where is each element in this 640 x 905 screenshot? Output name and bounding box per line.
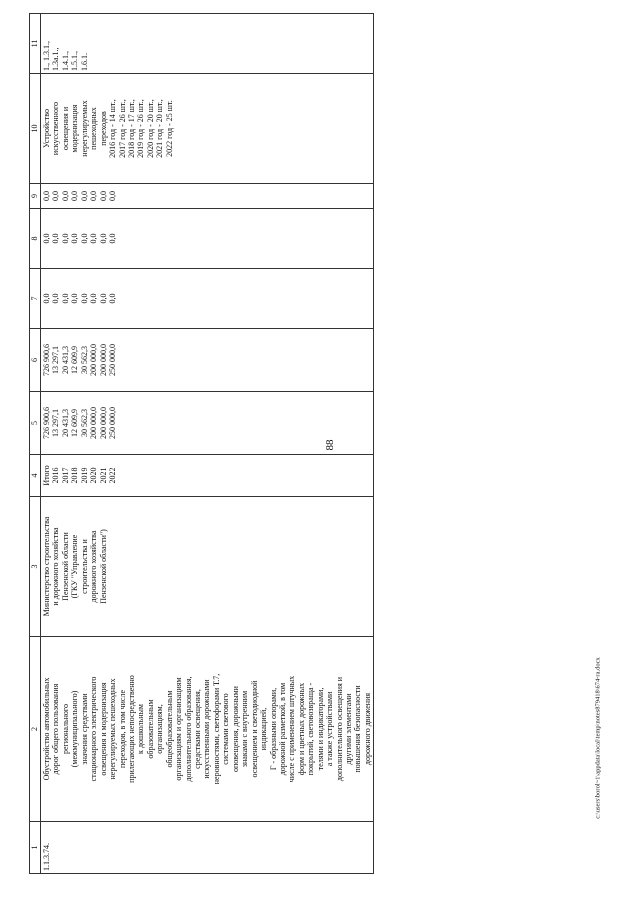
other-sources-value: 0,0 bbox=[108, 191, 118, 201]
measure-name-line: значения средствами bbox=[79, 693, 89, 765]
year-value: 2018 bbox=[70, 467, 80, 484]
table-row bbox=[41, 14, 374, 874]
other-sources-value: 0,0 bbox=[51, 191, 61, 201]
rotated-table-container bbox=[29, 14, 584, 874]
measure-name-line: дорожной разметкой, в том bbox=[277, 682, 287, 776]
result-line: 2018 год - 17 шт., bbox=[126, 99, 136, 158]
total-funding-value: 30 562,3 bbox=[79, 409, 89, 437]
col-num-3: 3 bbox=[30, 497, 41, 637]
executor-line: дорожного хозяйства bbox=[89, 530, 99, 603]
measure-name-line: (межмуниципального) bbox=[70, 690, 80, 768]
other-sources-value: 0,0 bbox=[98, 191, 108, 201]
indicator-cell bbox=[41, 14, 374, 74]
federal-budget-value: 0,0 bbox=[70, 293, 80, 304]
result-line: 2020 год - 20 шт., bbox=[145, 99, 155, 158]
local-budget-value: 0,0 bbox=[70, 233, 80, 244]
executor-line: и дорожного хозяйства bbox=[51, 527, 61, 606]
measure-name-line: знаками с внутренним bbox=[240, 690, 250, 768]
measure-name-line: а также устройствами bbox=[325, 691, 335, 767]
executor-line: Министерство строительства bbox=[42, 516, 51, 617]
federal-budget-value: 0,0 bbox=[89, 293, 99, 304]
other-sources-value: 0,0 bbox=[89, 191, 99, 201]
total-funding-value: 726 900,6 bbox=[42, 407, 51, 439]
measure-name-line: средствами освещения, bbox=[193, 689, 202, 769]
total-funding-value: 13 297,1 bbox=[51, 409, 61, 437]
footer-file-path: c:\users\borol~1\appdata\local\temp\notes879418\674-ra.docx bbox=[594, 657, 602, 819]
indicator-line: 1.6.1. bbox=[79, 53, 89, 71]
measure-name-line: к дошкольным bbox=[136, 704, 146, 754]
measure-name-line: образовательным bbox=[145, 699, 155, 759]
regional-budget-value: 13 297,1 bbox=[51, 346, 61, 374]
measure-name-line: оповещения, дорожными bbox=[230, 686, 240, 772]
column-number-row bbox=[30, 14, 41, 874]
measure-name bbox=[41, 637, 374, 822]
measure-name-line: покрытий, световозвраща - bbox=[306, 682, 316, 776]
measure-name-line: освещения и модернизация bbox=[98, 682, 108, 776]
year-value: 2016 bbox=[51, 467, 61, 484]
result-line: 2017 год - 26 шт., bbox=[117, 99, 127, 158]
indicator-line: 1.5.1., bbox=[70, 51, 80, 71]
local-budget-value: 0,0 bbox=[60, 233, 70, 244]
years-cell bbox=[41, 455, 374, 497]
result-line: пешеходных bbox=[89, 107, 99, 150]
other-sources-value: 0,0 bbox=[79, 191, 89, 201]
col-num-6: 6 bbox=[30, 329, 41, 392]
regional-budget-value: 200 000,0 bbox=[89, 344, 99, 376]
other-sources-cell bbox=[41, 184, 374, 209]
regional-budget-value: 30 562,3 bbox=[79, 346, 89, 374]
regional-budget-value: 20 431,3 bbox=[60, 346, 70, 374]
federal-budget-value: 0,0 bbox=[51, 293, 61, 304]
federal-budget-value: 0,0 bbox=[108, 293, 118, 304]
measure-name-line: дополнительного образования, bbox=[183, 676, 193, 782]
col-num-2: 2 bbox=[30, 637, 41, 822]
result-line: нерегулируемых bbox=[79, 100, 89, 157]
total-funding-value: 20 431,3 bbox=[60, 409, 70, 437]
year-value: 2021 bbox=[98, 467, 108, 484]
local-budget-cell bbox=[41, 209, 374, 269]
measure-name-line: неровностями, светофорами Т.7, bbox=[211, 673, 221, 785]
indicator-line: 1.4.1., bbox=[60, 51, 70, 71]
measure-name-line: форм и цветных дорожных bbox=[296, 682, 306, 776]
local-budget-value: 0,0 bbox=[42, 233, 51, 244]
other-sources-value: 0,0 bbox=[42, 191, 51, 201]
federal-budget-value: 0,0 bbox=[42, 293, 51, 304]
year-value: 2017 bbox=[60, 467, 70, 484]
executor bbox=[41, 497, 374, 637]
year-value: 2019 bbox=[79, 467, 89, 484]
federal-budget-cell bbox=[41, 269, 374, 329]
measure-name-line: организациям и организациям bbox=[174, 677, 184, 781]
row-code: 1.1.3.74. bbox=[41, 822, 374, 874]
measure-name-line: числе с применением штучных bbox=[287, 675, 297, 783]
measure-name-line: индикацией, bbox=[259, 707, 269, 751]
indicator-line: 1., 1.3.1., bbox=[42, 41, 51, 71]
result-line: 2022 год - 25 шт. bbox=[164, 100, 174, 157]
measure-name-line: освещением и светодиодной bbox=[249, 680, 259, 778]
col-num-8: 8 bbox=[30, 209, 41, 269]
local-budget-value: 0,0 bbox=[89, 233, 99, 244]
measure-name-line: дорожного движения bbox=[362, 692, 372, 766]
measure-name-line: повышения безопасности bbox=[353, 685, 363, 773]
federal-budget-value: 0,0 bbox=[98, 293, 108, 304]
col-num-10: 10 bbox=[30, 74, 41, 184]
measure-name-line: телями и индикаторами, bbox=[315, 687, 325, 771]
measure-name-line: переходов, в том числе bbox=[117, 689, 127, 769]
result-line: переходов bbox=[98, 111, 108, 146]
measure-name-line: Г - образными опорами, bbox=[268, 687, 278, 771]
col-num-9: 9 bbox=[30, 184, 41, 209]
measure-name-line: системами светового bbox=[221, 693, 231, 765]
executor-line: Пензенской области bbox=[60, 532, 70, 601]
col-num-11: 11 bbox=[30, 14, 41, 74]
measure-name-line: искусственными дорожными bbox=[202, 679, 212, 779]
measure-name-line: нерегулируемых пешеходных bbox=[108, 678, 118, 780]
total-funding-value: 250 000,0 bbox=[108, 407, 118, 439]
indicator-line: 1.3а.1., bbox=[51, 47, 61, 71]
measure-name-line: регионального bbox=[60, 703, 70, 755]
executor-line: Пензенской области") bbox=[98, 529, 108, 604]
total-funding-value: 200 000,0 bbox=[98, 407, 108, 439]
total-funding-value: 12 609,9 bbox=[70, 409, 80, 437]
col-num-5: 5 bbox=[30, 392, 41, 455]
executor-line: (ГКУ "Управление bbox=[70, 534, 80, 599]
measure-name-line: общеобразовательным bbox=[164, 690, 174, 768]
measure-name-line: другими элементами bbox=[344, 693, 353, 765]
regional-budget-cell bbox=[41, 329, 374, 392]
measure-name-line: прилегающих непосредственно bbox=[126, 675, 136, 783]
col-num-4: 4 bbox=[30, 455, 41, 497]
result-cell bbox=[41, 74, 374, 184]
measure-name-line: дополнительного освещения и bbox=[334, 676, 344, 782]
regional-budget-value: 200 000,0 bbox=[98, 344, 108, 376]
federal-budget-value: 0,0 bbox=[79, 293, 89, 304]
result-line: 2016 год - 14 шт., bbox=[108, 99, 118, 158]
page-number: 88 bbox=[324, 439, 336, 451]
local-budget-value: 0,0 bbox=[98, 233, 108, 244]
local-budget-value: 0,0 bbox=[51, 233, 61, 244]
regional-budget-value: 726 900,6 bbox=[42, 344, 51, 376]
col-num-7: 7 bbox=[30, 269, 41, 329]
measure-name-line: стационарного электрического bbox=[89, 676, 99, 782]
local-budget-value: 0,0 bbox=[108, 233, 118, 244]
result-line: освещения и bbox=[60, 106, 70, 151]
result-line: Устройство bbox=[42, 109, 51, 148]
measure-name-line: Обустройство автомобильных bbox=[42, 677, 51, 781]
total-funding-cell bbox=[41, 392, 374, 455]
year-value: 2022 bbox=[108, 467, 118, 484]
program-table bbox=[29, 13, 374, 874]
other-sources-value: 0,0 bbox=[70, 191, 80, 201]
regional-budget-value: 12 609,9 bbox=[70, 346, 80, 374]
federal-budget-value: 0,0 bbox=[60, 293, 70, 304]
regional-budget-value: 250 000,0 bbox=[108, 344, 118, 376]
year-value: Итого bbox=[42, 465, 51, 486]
result-line: модернизация bbox=[70, 104, 80, 153]
year-value: 2020 bbox=[89, 467, 99, 484]
total-funding-value: 200 000,0 bbox=[89, 407, 99, 439]
local-budget-value: 0,0 bbox=[79, 233, 89, 244]
result-line: искусственного bbox=[51, 101, 61, 156]
measure-name-line: дорог общего пользования bbox=[51, 683, 61, 775]
executor-line: строительства и bbox=[79, 539, 89, 594]
measure-name-line: организациям, bbox=[155, 704, 165, 754]
other-sources-value: 0,0 bbox=[60, 191, 70, 201]
result-line: 2021 год - 20 шт., bbox=[155, 99, 165, 158]
result-line: 2019 год - 26 шт., bbox=[136, 99, 146, 158]
col-num-1: 1 bbox=[30, 822, 41, 874]
